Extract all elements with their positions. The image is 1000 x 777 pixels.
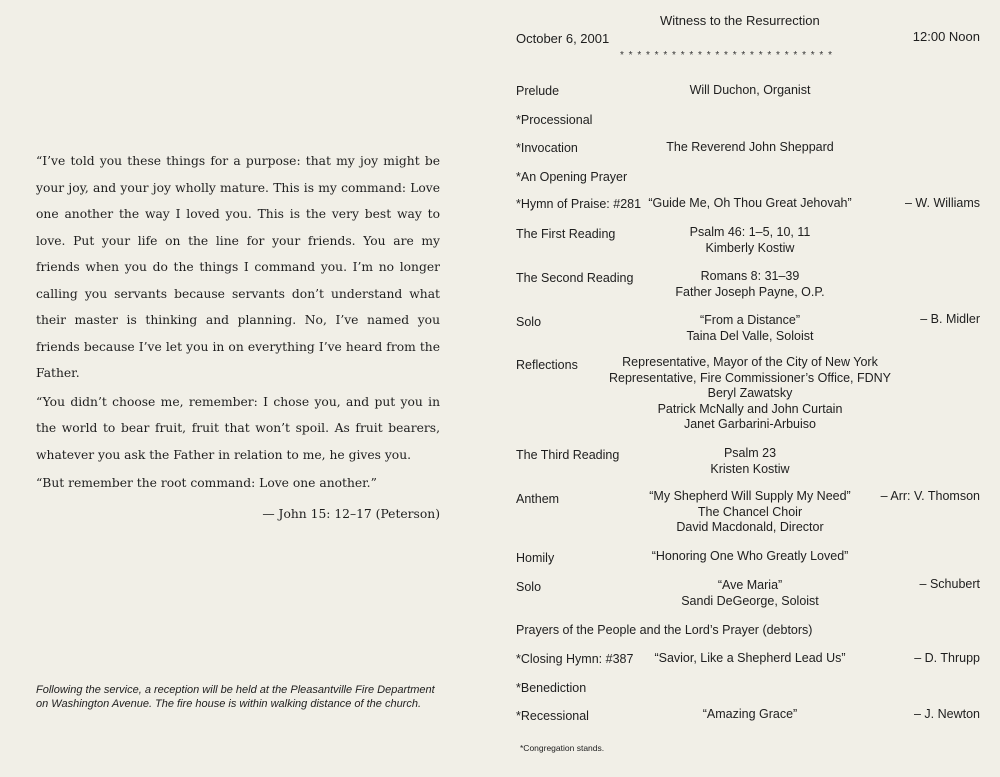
reflections-speaker-4: Patrick McNally and John Curtain xyxy=(657,401,843,416)
star-divider: * * * * * * * * * * * * * * * * * * * * * * * * * xyxy=(620,50,833,61)
program-item-prayers: Prayers of the People and the Lord’s Prayer (debtors) xyxy=(516,623,813,637)
solo-1-composer: – B. Midler xyxy=(920,312,980,326)
recessional-composer: – J. Newton xyxy=(913,707,980,721)
solo-2-soloist: Sandi DeGeorge, Soloist xyxy=(681,593,819,608)
quote-paragraph-3: “But remember the root command: Love one another.” xyxy=(36,476,377,490)
program-item-solo-1: Solo xyxy=(516,315,542,329)
program-title: Witness to the Resurrection xyxy=(660,13,820,28)
program-item-recessional: *Recessional xyxy=(516,709,589,723)
program-item-opening-prayer: *An Opening Prayer xyxy=(516,170,628,184)
anthem-director: David Macdonald, Director xyxy=(676,520,824,534)
third-reading-passage: Psalm 23 xyxy=(723,446,777,460)
solo-2-title: “Ave Maria” xyxy=(717,578,783,592)
quote-citation: — John 15: 12–17 (Peterson) xyxy=(262,506,440,521)
anthem-choir: The Chancel Choir xyxy=(697,504,803,519)
program-item-solo-2: Solo xyxy=(516,580,542,594)
closing-hymn-composer: – D. Thrupp xyxy=(914,651,980,665)
program-item-second-reading: The Second Reading xyxy=(516,271,634,285)
program-item-reflections: Reflections xyxy=(516,358,578,372)
left-panel xyxy=(0,0,470,777)
prelude-detail: Will Duchon, Organist xyxy=(689,83,811,97)
reflections-speaker-5: Janet Garbarini-Arbuiso xyxy=(683,417,816,431)
solo-1-title: “From a Distance” xyxy=(699,313,801,327)
scripture-quote xyxy=(36,148,440,529)
program-item-hymn-of-praise: *Hymn of Praise: #281 xyxy=(516,197,642,211)
second-reading-reader: Father Joseph Payne, O.P. xyxy=(675,284,825,299)
anthem-title: “My Shepherd Will Supply My Need” xyxy=(649,489,851,503)
closing-hymn-title: “Savior, Like a Shepherd Lead Us” xyxy=(654,651,846,665)
reflections-speaker-2: Representative, Fire Commissioner’s Office, FDNY xyxy=(608,370,892,385)
homily-title: “Honoring One Who Greatly Loved” xyxy=(651,549,849,563)
quote-paragraph-2: “You didn’t choose me, remember: I chose you, and put you in the world to bear fruit, fruit that won’t spoil. As fruit bearers, whatever you ask the Father in relation to me, he gives you. xyxy=(36,394,440,462)
program-item-processional: *Processional xyxy=(516,113,593,127)
program-item-prelude: Prelude xyxy=(516,84,560,98)
program-item-benediction: *Benediction xyxy=(516,681,587,695)
solo-1-soloist: Taina Del Valle, Soloist xyxy=(686,328,814,343)
program-item-third-reading: The Third Reading xyxy=(516,448,620,462)
program-panel xyxy=(470,0,1000,777)
reception-note: Following the service, a reception will be held at the Pleasantville Fire Department on Washington Avenue. The fire house is within walking distance of the church. xyxy=(36,684,435,710)
first-reading-passage: Psalm 46: 1–5, 10, 11 xyxy=(689,225,811,239)
solo-2-detail xyxy=(580,578,920,609)
first-reading-reader: Kimberly Kostiw xyxy=(705,240,795,255)
anthem-arranger: – Arr: V. Thomson xyxy=(880,489,980,503)
program-item-first-reading: The First Reading xyxy=(516,227,616,241)
reflections-speaker-3: Beryl Zawatsky xyxy=(707,386,793,400)
program-item-homily: Homily xyxy=(516,551,555,565)
first-reading-detail xyxy=(580,225,920,256)
service-date: October 6, 2001 xyxy=(516,31,610,46)
program-item-closing-hymn: *Closing Hymn: #387 xyxy=(516,652,634,666)
recessional-title: “Amazing Grace” xyxy=(702,707,798,721)
third-reading-reader: Kristen Kostiw xyxy=(710,461,790,476)
quote-paragraph-1: “I’ve told you these things for a purpose: that my joy might be your joy, and your joy wholly mature. This is my command: Love one another the way I loved you. This is the very best way to love. Put your life on the line for your friends. You are my friends when you do the things I command you. I’m no longer calling you servants because servants don’t understand what their master is thinking and planning. No, I’ve named you friends because I’ve let you in on everything I’ve heard from the Father. xyxy=(36,154,440,380)
reflections-detail xyxy=(580,355,920,433)
program-item-invocation: *Invocation xyxy=(516,141,578,155)
invocation-detail: The Reverend John Sheppard xyxy=(666,140,834,154)
solo-2-composer: – Schubert xyxy=(919,577,980,591)
reflections-speaker-1: Representative, Mayor of the City of New York xyxy=(622,355,878,369)
anthem-detail xyxy=(580,489,920,536)
solo-1-detail xyxy=(580,313,920,344)
service-time: 12:00 Noon xyxy=(912,29,980,44)
second-reading-detail xyxy=(580,269,920,300)
program-item-anthem: Anthem xyxy=(516,492,560,506)
congregation-stands-note: *Congregation stands. xyxy=(520,743,605,753)
third-reading-detail xyxy=(580,446,920,477)
second-reading-passage: Romans 8: 31–39 xyxy=(700,269,800,283)
hymn-of-praise-title: “Guide Me, Oh Thou Great Jehovah” xyxy=(648,196,852,210)
hymn-of-praise-composer: – W. Williams xyxy=(905,196,980,210)
